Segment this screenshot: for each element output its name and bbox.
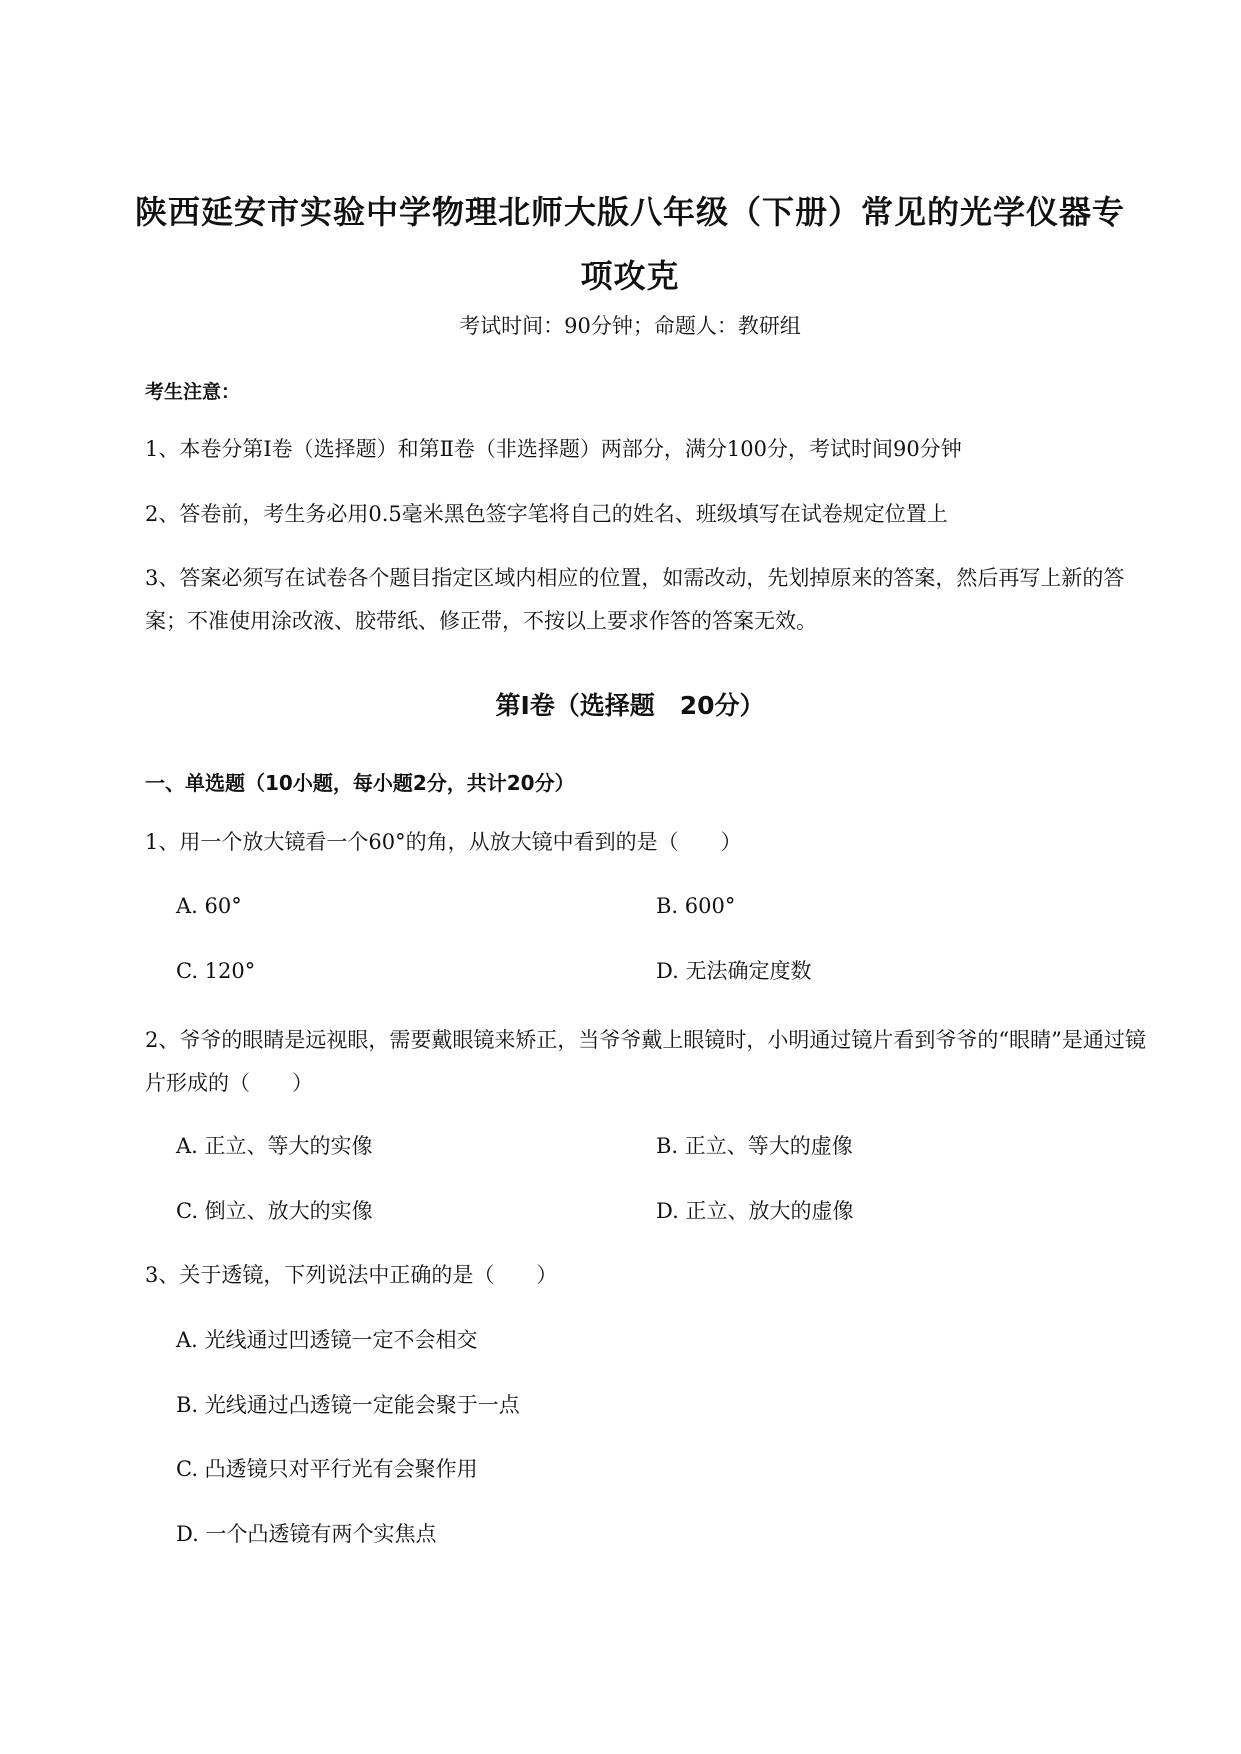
notice-item-1: 1、本卷分第I卷（选择题）和第Ⅱ卷（非选择题）两部分，满分100分，考试时间90分钟 (145, 437, 962, 461)
part-heading: 一、单选题（10小题，每小题2分，共计20分） (145, 771, 575, 795)
question-3-option-b[interactable]: B. 光线通过凸透镜一定能会聚于一点 (176, 1393, 520, 1417)
document-title: 陕西延安市实验中学物理北师大版八年级（下册）常见的光学仪器专项攻克 (134, 193, 1125, 295)
question-1-stem: 1、用一个放大镜看一个60°的角，从放大镜中看到的是（ ） (145, 830, 742, 854)
question-1-option-b[interactable]: B. 600° (656, 894, 736, 918)
question-3-option-a[interactable]: A. 光线通过凹透镜一定不会相交 (176, 1328, 478, 1352)
exam-info: 考试时间：90分钟；命题人：教研组 (459, 314, 801, 338)
question-3-stem: 3、关于透镜，下列说法中正确的是（ ） (145, 1263, 558, 1287)
question-1-option-c[interactable]: C. 120° (176, 959, 256, 983)
question-2-stem: 2、爷爷的眼睛是远视眼，需要戴眼镜来矫正，当爷爷戴上眼镜时，小明通过镜片看到爷爷的“眼睛”是通过镜片形成的（ ） (145, 1028, 1146, 1095)
question-3-option-d[interactable]: D. 一个凸透镜有两个实焦点 (176, 1522, 437, 1546)
question-2-option-c[interactable]: C. 倒立、放大的实像 (176, 1199, 373, 1223)
question-2-option-b[interactable]: B. 正立、等大的虚像 (656, 1134, 853, 1158)
notice-item-2: 2、答卷前，考生务必用0.5毫米黑色签字笔将自己的姓名、班级填写在试卷规定位置上 (145, 502, 948, 526)
question-3-option-c[interactable]: C. 凸透镜只对平行光有会聚作用 (176, 1457, 478, 1481)
question-2-option-a[interactable]: A. 正立、等大的实像 (176, 1134, 373, 1158)
notice-heading: 考生注意： (145, 381, 241, 403)
question-2-option-d[interactable]: D. 正立、放大的虚像 (656, 1199, 854, 1223)
question-1-option-d[interactable]: D. 无法确定度数 (656, 959, 812, 983)
section-title: 第I卷（选择题 20分） (495, 691, 765, 720)
notice-item-3: 3、答案必须写在试卷各个题目指定区域内相应的位置，如需改动，先划掉原来的答案，然后再写上新的答案；不准使用涂改液、胶带纸、修正带，不按以上要求作答的答案无效。 (145, 566, 1125, 633)
question-1-option-a[interactable]: A. 60° (176, 894, 242, 918)
